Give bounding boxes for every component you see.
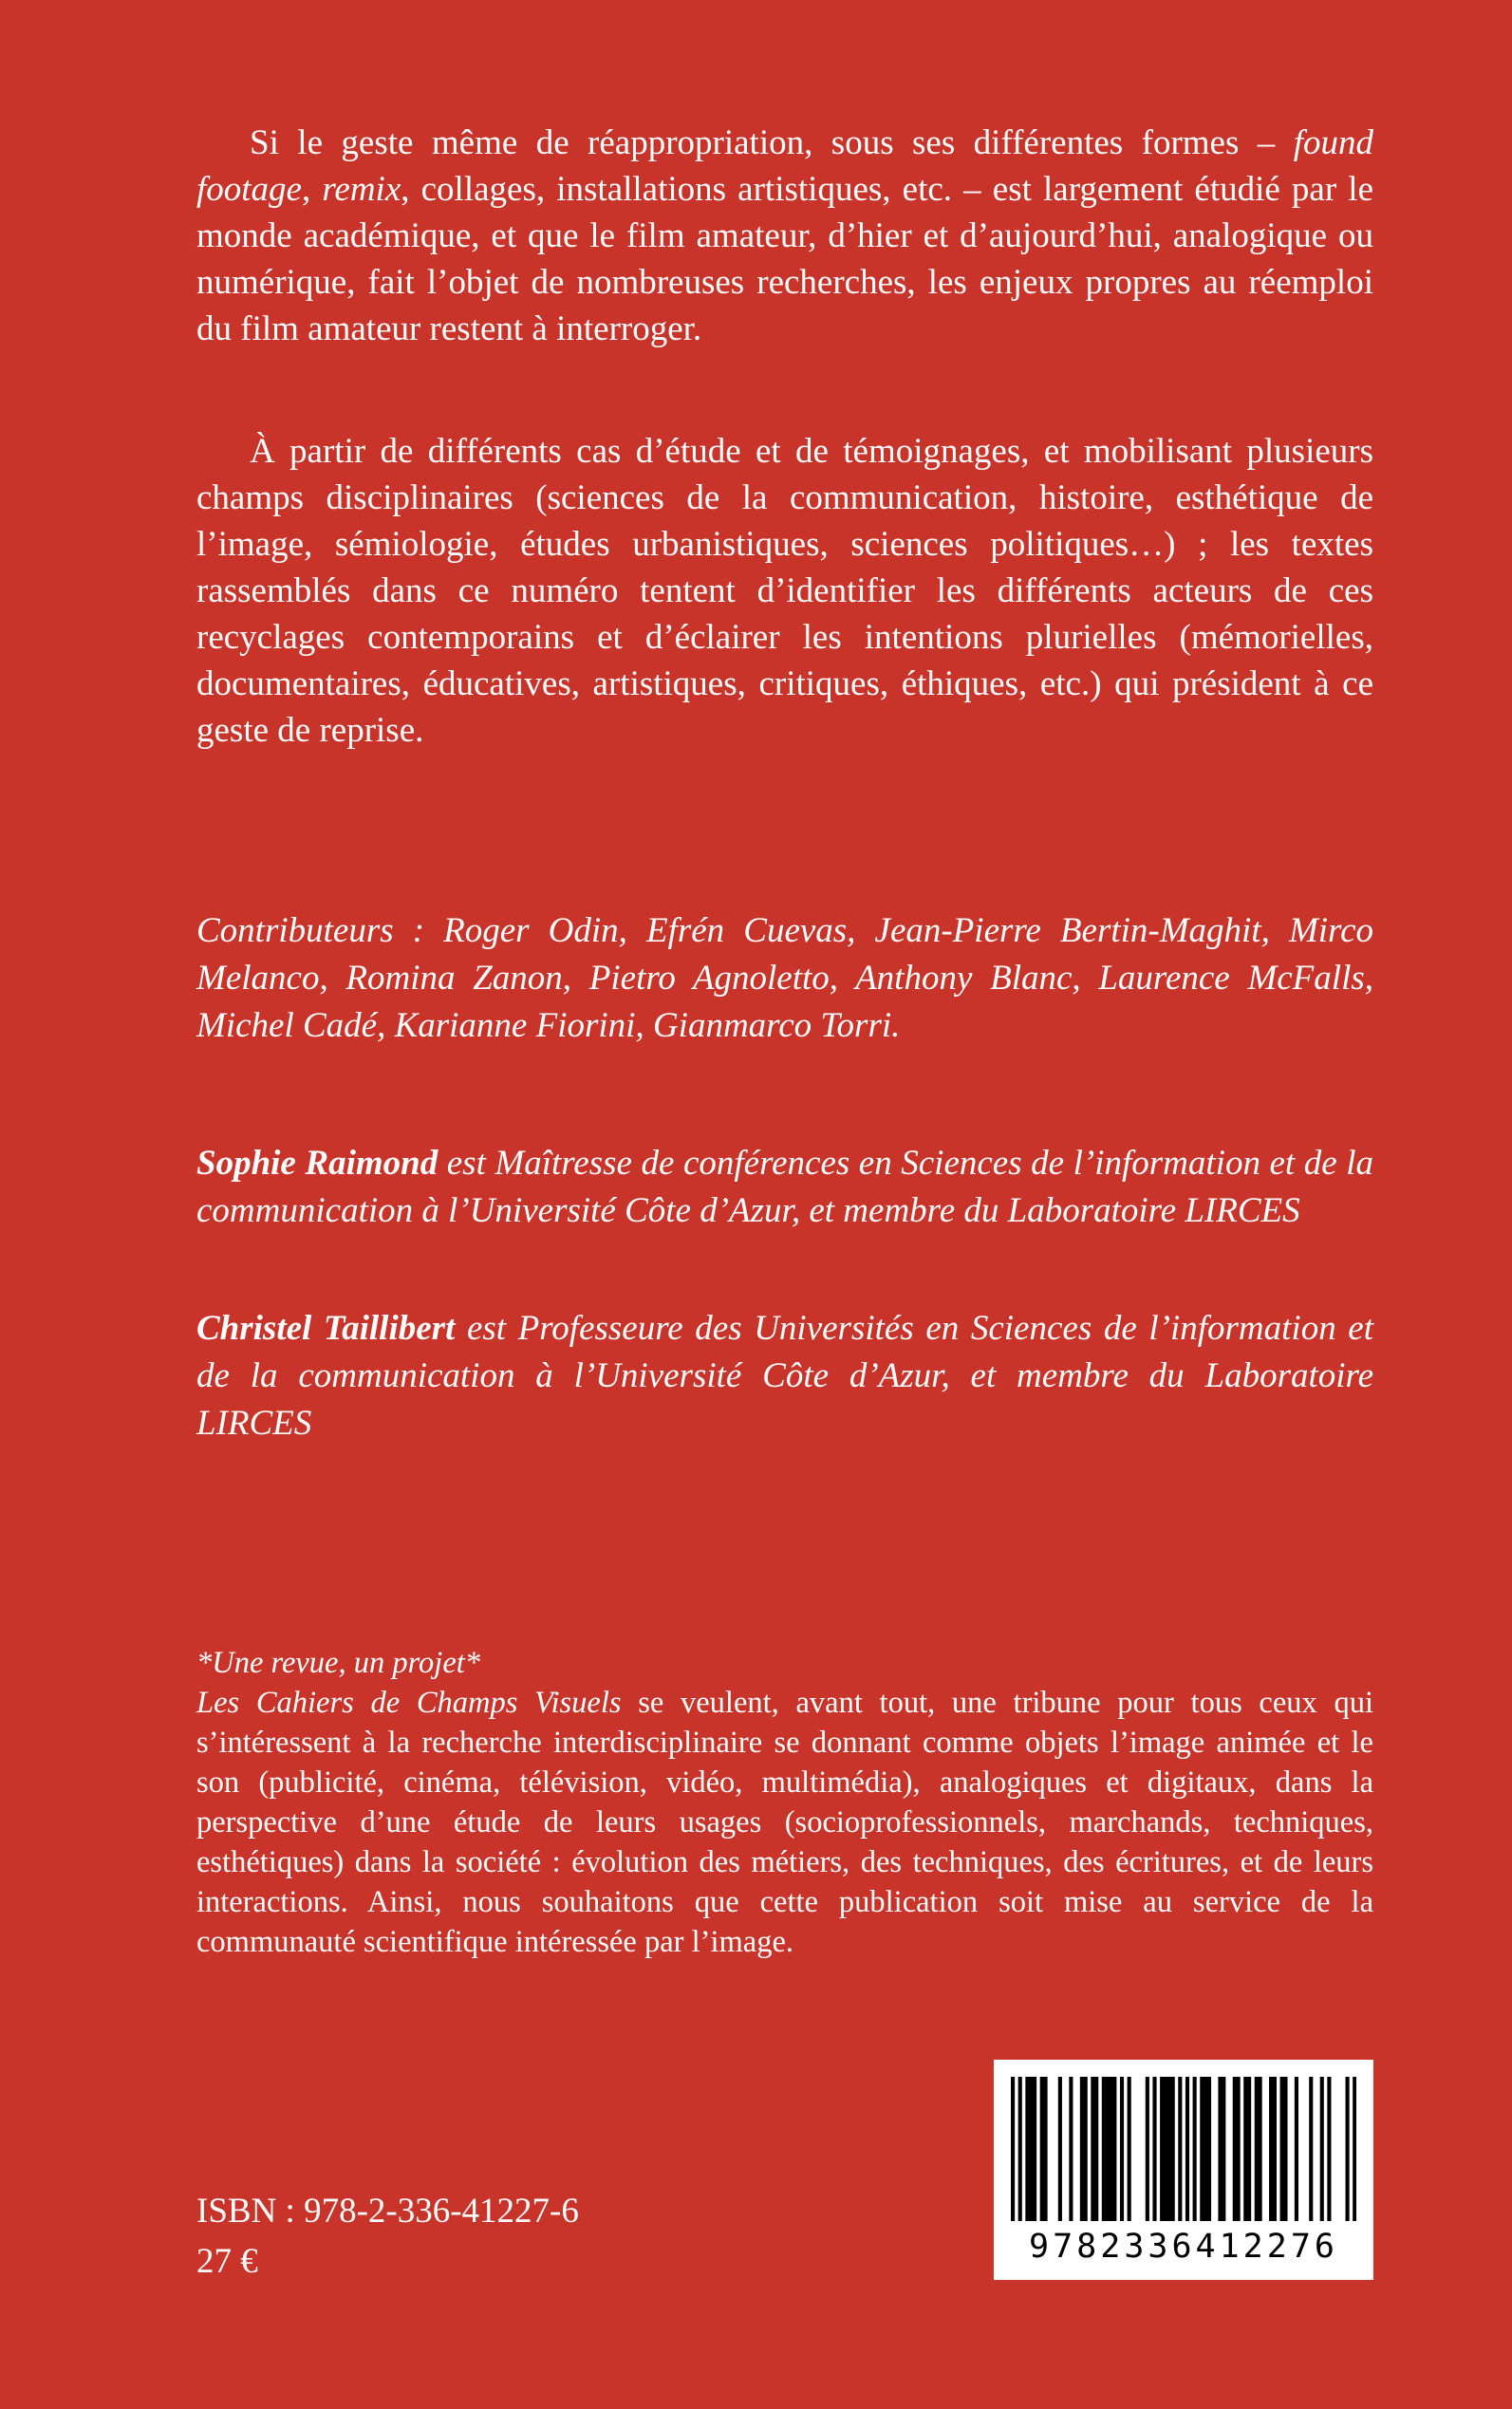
barcode-bar: [1091, 2077, 1094, 2221]
intro-text: Si le geste même de réappropriation, sous ses différentes formes – found footage, remix, collages, installations artistiques, etc. – est largement étudié par le monde académique, et que le film amateur, d’hier et d’aujourd’hui, analogique ou numérique, fait l’objet de nombreuses recherches, les enjeux propres au réemploi du film amateur restent à interroger.: [196, 123, 1374, 348]
contributors-text: Contributeurs : Roger Odin, Efrén Cuevas, Jean-Pierre Bertin-Maghit, Mirco Melanco, Romina Zanon, Pietro Agnoletto, Anthony Blanc, Laurence McFalls, Michel Cadé, Karianne Fiorini, Gianmarco Torri.: [196, 911, 1373, 1045]
author-bio-1: [196, 1140, 1373, 1235]
barcode-bar: [1025, 2077, 1029, 2221]
term-found-footage: found footage: [196, 123, 1373, 209]
barcode-bar: [1094, 2077, 1098, 2221]
barcode-bar: [1243, 2077, 1247, 2221]
barcode-bar: [1193, 2077, 1197, 2221]
barcode-bar: [1058, 2077, 1062, 2221]
isbn: ISBN : 978-2-336-41227-6: [196, 2192, 579, 2231]
barcode-bar: [1167, 2077, 1171, 2221]
contributors-list: [196, 907, 1373, 1050]
barcode-bar: [1259, 2077, 1262, 2221]
term-remix: remix: [322, 170, 401, 209]
author-bio-text: est Professeure des Universités en Sciences de l’information et de la communication à l’Université Côte d’Azur, et membre du Laboratoire LIRCES: [196, 1309, 1373, 1443]
price: 27 €: [196, 2242, 258, 2281]
barcode-bar: [1102, 2077, 1106, 2221]
barcode-bar: [1269, 2077, 1273, 2221]
barcode-bar: [1106, 2077, 1110, 2221]
barcode-bar: [1080, 2077, 1084, 2221]
barcode-bar: [1222, 2077, 1225, 2221]
barcode-bar: [1218, 2077, 1222, 2221]
barcode-bar: [1109, 2077, 1112, 2221]
barcode-bar: [1120, 2077, 1124, 2221]
barcode-bar: [1033, 2077, 1036, 2221]
barcode-bar: [1353, 2077, 1356, 2221]
barcode-bar: [1029, 2077, 1033, 2221]
barcode-bar: [1309, 2077, 1313, 2221]
series-name: Les Cahiers de Champs Visuels: [196, 1686, 622, 1720]
series-text: Les Cahiers de Champs Visuels se veulent, avant tout, une tribune pour tous ceux qui s’intéressent à la recherche interdisciplinaire se donnant comme objets l’image animée et le son (publicité, cinéma, télévision, vidéo, multimédia), analogiques et digitaux, dans la perspective d’une étude de leurs usages (socioprofessionnels, marchands, techniques, esthétiques) dans la société : évolution des métiers, des techniques, des écritures, et de leurs interactions. Ainsi, nous souhaitons que cette publication soit mise au service de la communauté scientifique intéressée par l’image.: [196, 1686, 1373, 1959]
barcode-digits: 9782336412276: [1029, 2228, 1338, 2266]
series-description: [196, 1643, 1373, 1962]
barcode-bar: [1069, 2077, 1073, 2221]
series-heading: *Une revue, un projet*: [196, 1646, 481, 1680]
barcode-bar: [1233, 2077, 1237, 2221]
barcode-bar: [1112, 2077, 1116, 2221]
barcode-bar: [1146, 2077, 1149, 2221]
barcode-bar: [1237, 2077, 1241, 2221]
barcode-bar: [1040, 2077, 1044, 2221]
barcode-bar: [1171, 2077, 1175, 2221]
barcode-bar: [1255, 2077, 1259, 2221]
barcode-bar: [1346, 2077, 1350, 2221]
description-text: À partir de différents cas d’étude et de témoignages, et mobilisant plusieurs champs disciplinaires (sciences de la communication, histoire, esthétique de l’image, sémiologie, études urbanistiques, sciences politiques…) ; les textes rassemblés dans ce numéro tentent d’identifier les différents acteurs de ces recyclages contemporains et d’éclairer les intentions plurielles (mémorielles, documentaires, éducatives, artistiques, critiques, éthiques, etc.) qui président à ce geste de reprise.: [196, 432, 1373, 750]
barcode-bar: [1280, 2077, 1284, 2221]
barcode-bar: [1283, 2077, 1287, 2221]
barcode-bar: [1204, 2077, 1207, 2221]
barcode-bar: [1128, 2077, 1131, 2221]
barcode-bar: [1011, 2077, 1015, 2221]
author-bio-2: [196, 1305, 1373, 1447]
barcode-bar: [1207, 2077, 1211, 2221]
barcode: [994, 2060, 1373, 2280]
barcode-bar: [1178, 2077, 1182, 2221]
barcode-bar: [1320, 2077, 1324, 2221]
description-paragraph: [196, 428, 1373, 754]
barcode-bar: [1152, 2077, 1156, 2221]
barcode-bar: [1200, 2077, 1204, 2221]
intro-paragraph: [196, 120, 1373, 352]
barcode-bar: [1185, 2077, 1189, 2221]
barcode-bar: [1018, 2077, 1022, 2221]
barcode-bar: [1043, 2077, 1047, 2221]
barcode-bar: [1327, 2077, 1331, 2221]
barcode-bar: [1295, 2077, 1298, 2221]
barcode-bar: [1273, 2077, 1277, 2221]
barcode-bar: [1160, 2077, 1164, 2221]
barcode-bar: [1247, 2077, 1251, 2221]
author-name: Christel Taillibert: [196, 1309, 456, 1348]
barcode-bars: [1011, 2077, 1356, 2221]
barcode-bar: [1084, 2077, 1088, 2221]
author-bio-text: est Maîtresse de conférences en Sciences de l’information et de la communication à l’Université Côte d’Azur, et membre du Laboratoire LIRCES: [196, 1144, 1373, 1230]
author-name: Sophie Raimond: [196, 1144, 439, 1183]
barcode-bar: [1164, 2077, 1167, 2221]
